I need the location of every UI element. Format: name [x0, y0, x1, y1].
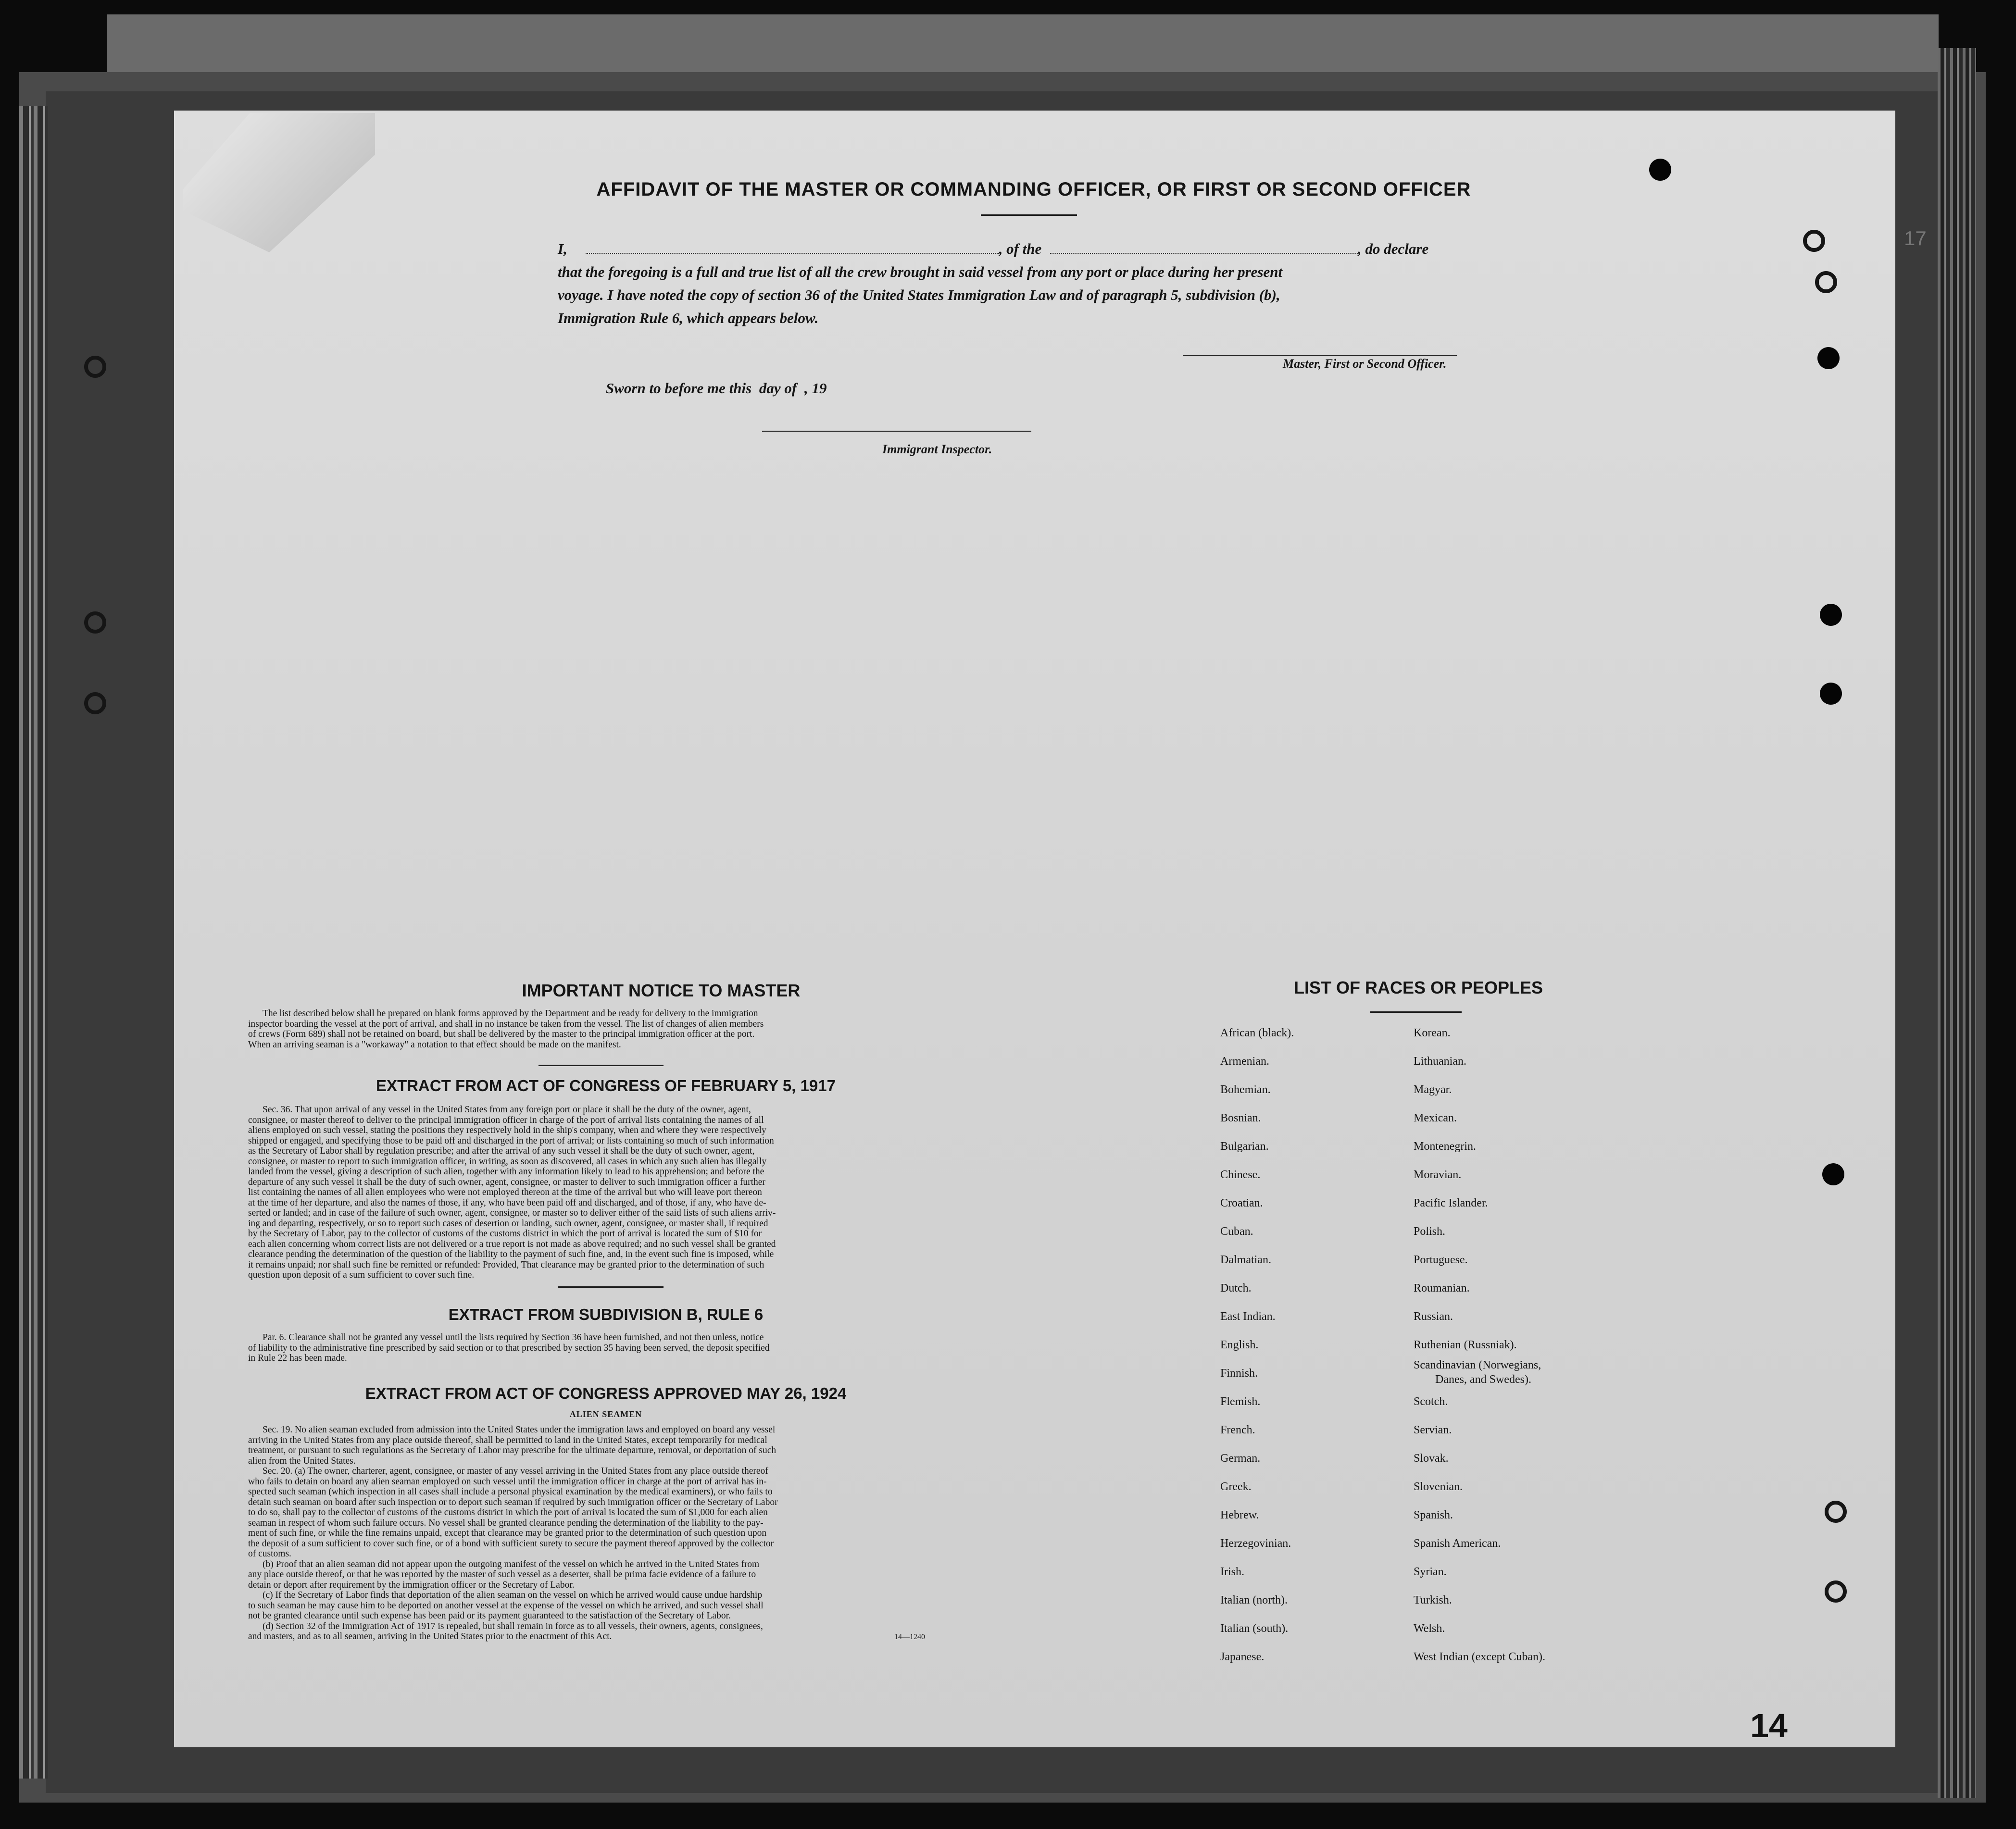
- text-line: landed from the vessel, giving a description of such alien, together with any information likely to lead to his apprehension; and before the: [248, 1167, 764, 1177]
- text-line: question upon deposit of a sum sufficient to cover such fine.: [248, 1270, 475, 1280]
- text-line: who fails to detain on board any alien seaman employed on such vessel until the immigration officer in charge at the port of arrival has in-: [248, 1476, 767, 1487]
- year-label: , 19: [804, 380, 827, 397]
- notice-line: When an arriving seaman is a "workaway" a notation to that effect should be made on the manifest.: [248, 1039, 621, 1050]
- background-paper-top: [107, 14, 1939, 72]
- text-line: (c) If the Secretary of Labor finds that deportation of the alien seaman on the vessel on which he arrived would cause undue hardship: [263, 1590, 763, 1600]
- race-item: Slovak.: [1414, 1452, 1449, 1465]
- punch-hole-ring: [1815, 271, 1837, 293]
- vessel-name-field[interactable]: [1050, 241, 1358, 254]
- text-line: departure of any such vessel it shall be the duty of such owner, agent, consignee, or master to deliver to such immigration officer a further: [248, 1177, 765, 1187]
- notice-text: [248, 1008, 960, 1050]
- punch-hole: [1817, 347, 1840, 369]
- race-item: Polish.: [1414, 1225, 1446, 1238]
- punch-hole-ring: [84, 356, 106, 378]
- race-item: Lithuanian.: [1414, 1055, 1466, 1068]
- extract-rule6-title: EXTRACT FROM SUBDIVISION B, RULE 6: [448, 1306, 764, 1323]
- inspector-label: Immigrant Inspector.: [882, 442, 992, 456]
- race-item: Irish.: [1220, 1566, 1244, 1578]
- text-line: aliens employed on such vessel, stating the positions they respectively hold in the ship's company, when and where they were respectively: [248, 1125, 766, 1135]
- page-number-mark: 17: [1904, 227, 1927, 249]
- text-line: of liability to the administrative fine prescribed by said section or to that prescribed by section 35 having been served, the deposit specified: [248, 1343, 770, 1353]
- extract-1924-text: [248, 1425, 960, 1642]
- text-line: consignee, or master thereof to deliver to the principal immigration officer in charge of the port of arrival lists containing the names of all: [248, 1115, 764, 1125]
- affidavit-line-2: that the foregoing is a full and true list of all the crew brought in said vessel from any port or place during her present: [558, 263, 1283, 280]
- race-item: Roumanian.: [1414, 1282, 1470, 1294]
- race-item: Slovenian.: [1414, 1481, 1463, 1493]
- race-item: French.: [1220, 1424, 1255, 1436]
- sworn-label: Sworn to before me this: [606, 380, 752, 397]
- text-line: arriving in the United States from any place outside thereof, shall be permitted to land in the United States, except temporarily for medical: [248, 1435, 767, 1445]
- punch-hole-ring: [84, 611, 106, 634]
- race-item: Dalmatian.: [1220, 1254, 1271, 1266]
- extract-1917-title: EXTRACT FROM ACT OF CONGRESS OF FEBRUARY 5, 1917: [376, 1077, 836, 1095]
- race-item: English.: [1220, 1339, 1259, 1351]
- race-item: Montenegrin.: [1414, 1140, 1476, 1153]
- text-line: serted or landed; and in case of the failure of such owner, agent, consignee, or master so to deliver either of the said lists of such aliens arriv-: [248, 1208, 776, 1218]
- race-item: Danes, and Swedes).: [1435, 1373, 1531, 1386]
- race-item: Mexican.: [1414, 1112, 1457, 1124]
- race-item: Korean.: [1414, 1027, 1451, 1039]
- do-declare-label: , do declare: [1358, 240, 1429, 257]
- section-rule: [538, 1065, 664, 1066]
- race-item: Cuban.: [1220, 1225, 1253, 1238]
- text-line: in Rule 22 has been made.: [248, 1353, 347, 1363]
- race-item: Scandinavian (Norwegians,: [1414, 1359, 1541, 1371]
- officer-name-field[interactable]: [586, 241, 999, 254]
- text-line: to do so, shall pay to the collector of customs of the customs district in which the port of arrival is located the sum of $1,000 for each alien: [248, 1507, 768, 1518]
- race-item: Bosnian.: [1220, 1112, 1261, 1124]
- inspector-signature-line[interactable]: [762, 431, 1031, 432]
- punch-hole: [1820, 683, 1842, 705]
- text-line: it remains unpaid; nor shall such fine be remitted or refunded: Provided, That clearance may be granted prior to the determination of such: [248, 1259, 764, 1270]
- extract-rule6-text: [248, 1332, 960, 1364]
- race-item: Bohemian.: [1220, 1083, 1271, 1096]
- text-line: Sec. 20. (a) The owner, charterer, agent, consignee, or master of any vessel arriving in the United States from any place outside thereof: [263, 1466, 768, 1476]
- punch-hole: [1649, 159, 1671, 181]
- notice-line: inspector boarding the vessel at the port of arrival, and shall in no instance be taken from the vessel. The list of changes of alien members: [248, 1019, 764, 1029]
- race-item: Spanish American.: [1414, 1537, 1501, 1550]
- text-line: clearance pending the determination of the question of the liability to the payment of such fine, and, in the event such fine is imposed, while: [248, 1249, 774, 1259]
- punch-hole-ring: [1803, 230, 1825, 252]
- race-item: Scotch.: [1414, 1395, 1448, 1408]
- text-line: consignee, or master to report to such immigration officer, in writing, as soon as discovered, all cases in which any such alien has illegally: [248, 1156, 767, 1167]
- alien-seamen-subhead: ALIEN SEAMEN: [569, 1409, 642, 1419]
- handwritten-mark: 14: [1750, 1707, 1788, 1744]
- text-line: Par. 6. Clearance shall not be granted any vessel until the lists required by Section 36 have been furnished, and not then unless, notice: [263, 1332, 764, 1343]
- text-line: as the Secretary of Labor shall by regulation prescribe; and after the arrival of any such vessel it shall be the duty of such owner, agent,: [248, 1146, 755, 1156]
- sworn-line: [606, 380, 827, 397]
- text-line: ment of such fine, or while the fine remains unpaid, except that clearance may be granted prior to the determination of such question upon: [248, 1528, 767, 1538]
- extract-1924-title: EXTRACT FROM ACT OF CONGRESS APPROVED MAY 26, 1924: [365, 1384, 847, 1402]
- notice-line: of crews (Form 689) shall not be retained on board, but shall be delivered by the master to the principal immigration officer at the port.: [248, 1029, 755, 1039]
- extract-1917-text: [248, 1105, 960, 1281]
- race-item: West Indian (except Cuban).: [1414, 1651, 1545, 1663]
- affidavit-title: AFFIDAVIT OF THE MASTER OR COMMANDING OFFICER, OR FIRST OR SECOND OFFICER: [596, 179, 1471, 200]
- punch-hole-ring: [1825, 1501, 1847, 1523]
- races-title: LIST OF RACES OR PEOPLES: [1293, 978, 1543, 997]
- of-the-label: , of the: [999, 240, 1042, 257]
- title-rule: [981, 214, 1077, 216]
- punch-hole: [1820, 604, 1842, 626]
- punch-hole-ring: [84, 692, 106, 714]
- punch-hole-ring: [1825, 1580, 1847, 1603]
- master-signature-label: Master, First or Second Officer.: [1283, 357, 1447, 371]
- text-line: to such seaman he may cause him to be deported on another vessel at the expense of the vessel on which he arrived, and such vessel shall: [248, 1600, 764, 1611]
- race-item: Croatian.: [1220, 1197, 1263, 1209]
- text-line: detain such seaman on board after such inspection or to deport such seaman if required by such immigration officer or the Secretary of Labor: [248, 1497, 778, 1507]
- affidavit-line-4: Immigration Rule 6, which appears below.: [558, 310, 819, 326]
- race-item: Italian (north).: [1220, 1594, 1288, 1606]
- text-line: the deposit of a sum sufficient to cover such fine, or of a bond with sufficient surety to secure the payment thereof approved by the collector: [248, 1538, 774, 1549]
- race-item: Dutch.: [1220, 1282, 1252, 1294]
- race-item: Servian.: [1414, 1424, 1452, 1436]
- race-item: Welsh.: [1414, 1622, 1445, 1635]
- punch-hole: [1822, 1163, 1844, 1185]
- master-signature-line[interactable]: [1183, 355, 1457, 356]
- text-line: (d) Section 32 of the Immigration Act of 1917 is repealed, but shall remain in force as to all vessels, their owners, agents, consignees,: [263, 1621, 763, 1631]
- race-item: Flemish.: [1220, 1395, 1261, 1408]
- text-line: at the time of her departure, and also the names of those, if any, who have been paid off and discharged, and of those, if any, who have de-: [248, 1197, 766, 1208]
- right-page-edges: [1938, 48, 1976, 1798]
- races-rule: [1370, 1011, 1462, 1013]
- race-item: East Indian.: [1220, 1310, 1276, 1323]
- text-line: seaman in respect of whom such failure occurs. No vessel shall be granted clearance pending the determination of the liability to the pay-: [248, 1518, 764, 1528]
- day-of-label: day of: [759, 380, 797, 397]
- race-item: Bulgarian.: [1220, 1140, 1269, 1153]
- race-item: Chinese.: [1220, 1169, 1261, 1181]
- text-line: treatment, or pursuant to such regulations as the Secretary of Labor may prescribe for the ultimate departure, removal, or deportation of such: [248, 1445, 776, 1456]
- text-line: detain or deport after requirement by the immigration officer or the Secretary of Labor.: [248, 1580, 575, 1590]
- race-item: Hebrew.: [1220, 1509, 1259, 1521]
- race-item: Magyar.: [1414, 1083, 1452, 1096]
- text-line: shipped or engaged, and specifying those to be paid off and discharged in the port of arrival; or lists containing so much of such information: [248, 1135, 774, 1146]
- text-line: Sec. 36. That upon arrival of any vessel in the United States from any foreign port or place it shall be the duty of the owner, agent,: [263, 1105, 751, 1115]
- race-item: Ruthenian (Russniak).: [1414, 1339, 1517, 1351]
- affidavit-body: [558, 237, 1500, 330]
- text-line: list containing the names of all alien employees who were not employed thereon at the time of the arrival but who will leave port thereon: [248, 1187, 762, 1197]
- text-line: (b) Proof that an alien seaman did not appear upon the outgoing manifest of the vessel on which he arrived in the United States from: [263, 1559, 760, 1569]
- text-line: by the Secretary of Labor, pay to the collector of customs of the customs district in which the port of arrival is located the sum of $10 for: [248, 1229, 762, 1239]
- text-line: ing and departing, respectively, or so to report such cases of desertion or landing, such owner, agent, consignee, or master shall, if required: [248, 1218, 768, 1229]
- affidavit-line-3: voyage. I have noted the copy of section 36 of the United States Immigration Law and of paragraph 5, subdivision (b),: [558, 286, 1280, 303]
- i-label: I,: [558, 240, 567, 257]
- race-item: Turkish.: [1414, 1594, 1452, 1606]
- race-item: Portuguese.: [1414, 1254, 1468, 1266]
- race-item: German.: [1220, 1452, 1261, 1465]
- affidavit-line-1: [558, 237, 1500, 261]
- left-page-edges: [19, 106, 48, 1779]
- text-line: each alien concerning whom correct lists are not delivered or a true report is not made as above required; and no such vessel shall be granted: [248, 1239, 776, 1249]
- race-item: Pacific Islander.: [1414, 1197, 1488, 1209]
- text-line: any place outside thereof, or that he was reported by the master of such vessel as a deserter, shall be prima facie evidence of a failure to: [248, 1569, 756, 1580]
- notice-line: The list described below shall be prepared on blank forms approved by the Department and be ready for delivery to the immigration: [263, 1008, 758, 1019]
- text-line: Sec. 19. No alien seaman excluded from admission into the United States under the immigration laws and employed on board any vessel: [263, 1425, 776, 1435]
- text-line: spected such seaman (which inspection in all cases shall include a personal physical examination by the medical examiners), or who fails to: [248, 1487, 773, 1497]
- text-line: alien from the United States.: [248, 1456, 356, 1466]
- race-item: Syrian.: [1414, 1566, 1447, 1578]
- race-item: Greek.: [1220, 1481, 1252, 1493]
- form-number: 14—1240: [894, 1633, 925, 1641]
- text-line: and masters, and as to all seamen, arriving in the United States prior to the enactment of this Act.: [248, 1631, 612, 1642]
- section-rule: [558, 1286, 664, 1288]
- race-item: African (black).: [1220, 1027, 1294, 1039]
- race-item: Japanese.: [1220, 1651, 1265, 1663]
- text-line: not be granted clearance until such expense has been paid or its payment guaranteed to the satisfaction of the Secretary of Labor.: [248, 1611, 731, 1621]
- race-item: Finnish.: [1220, 1367, 1258, 1380]
- race-item: Russian.: [1414, 1310, 1453, 1323]
- race-item: Moravian.: [1414, 1169, 1462, 1181]
- notice-title: IMPORTANT NOTICE TO MASTER: [522, 981, 801, 1000]
- race-item: Herzegovinian.: [1220, 1537, 1291, 1550]
- text-line: of customs.: [248, 1549, 291, 1559]
- race-item: Italian (south).: [1220, 1622, 1289, 1635]
- race-item: Spanish.: [1414, 1509, 1453, 1521]
- race-item: Armenian.: [1220, 1055, 1269, 1068]
